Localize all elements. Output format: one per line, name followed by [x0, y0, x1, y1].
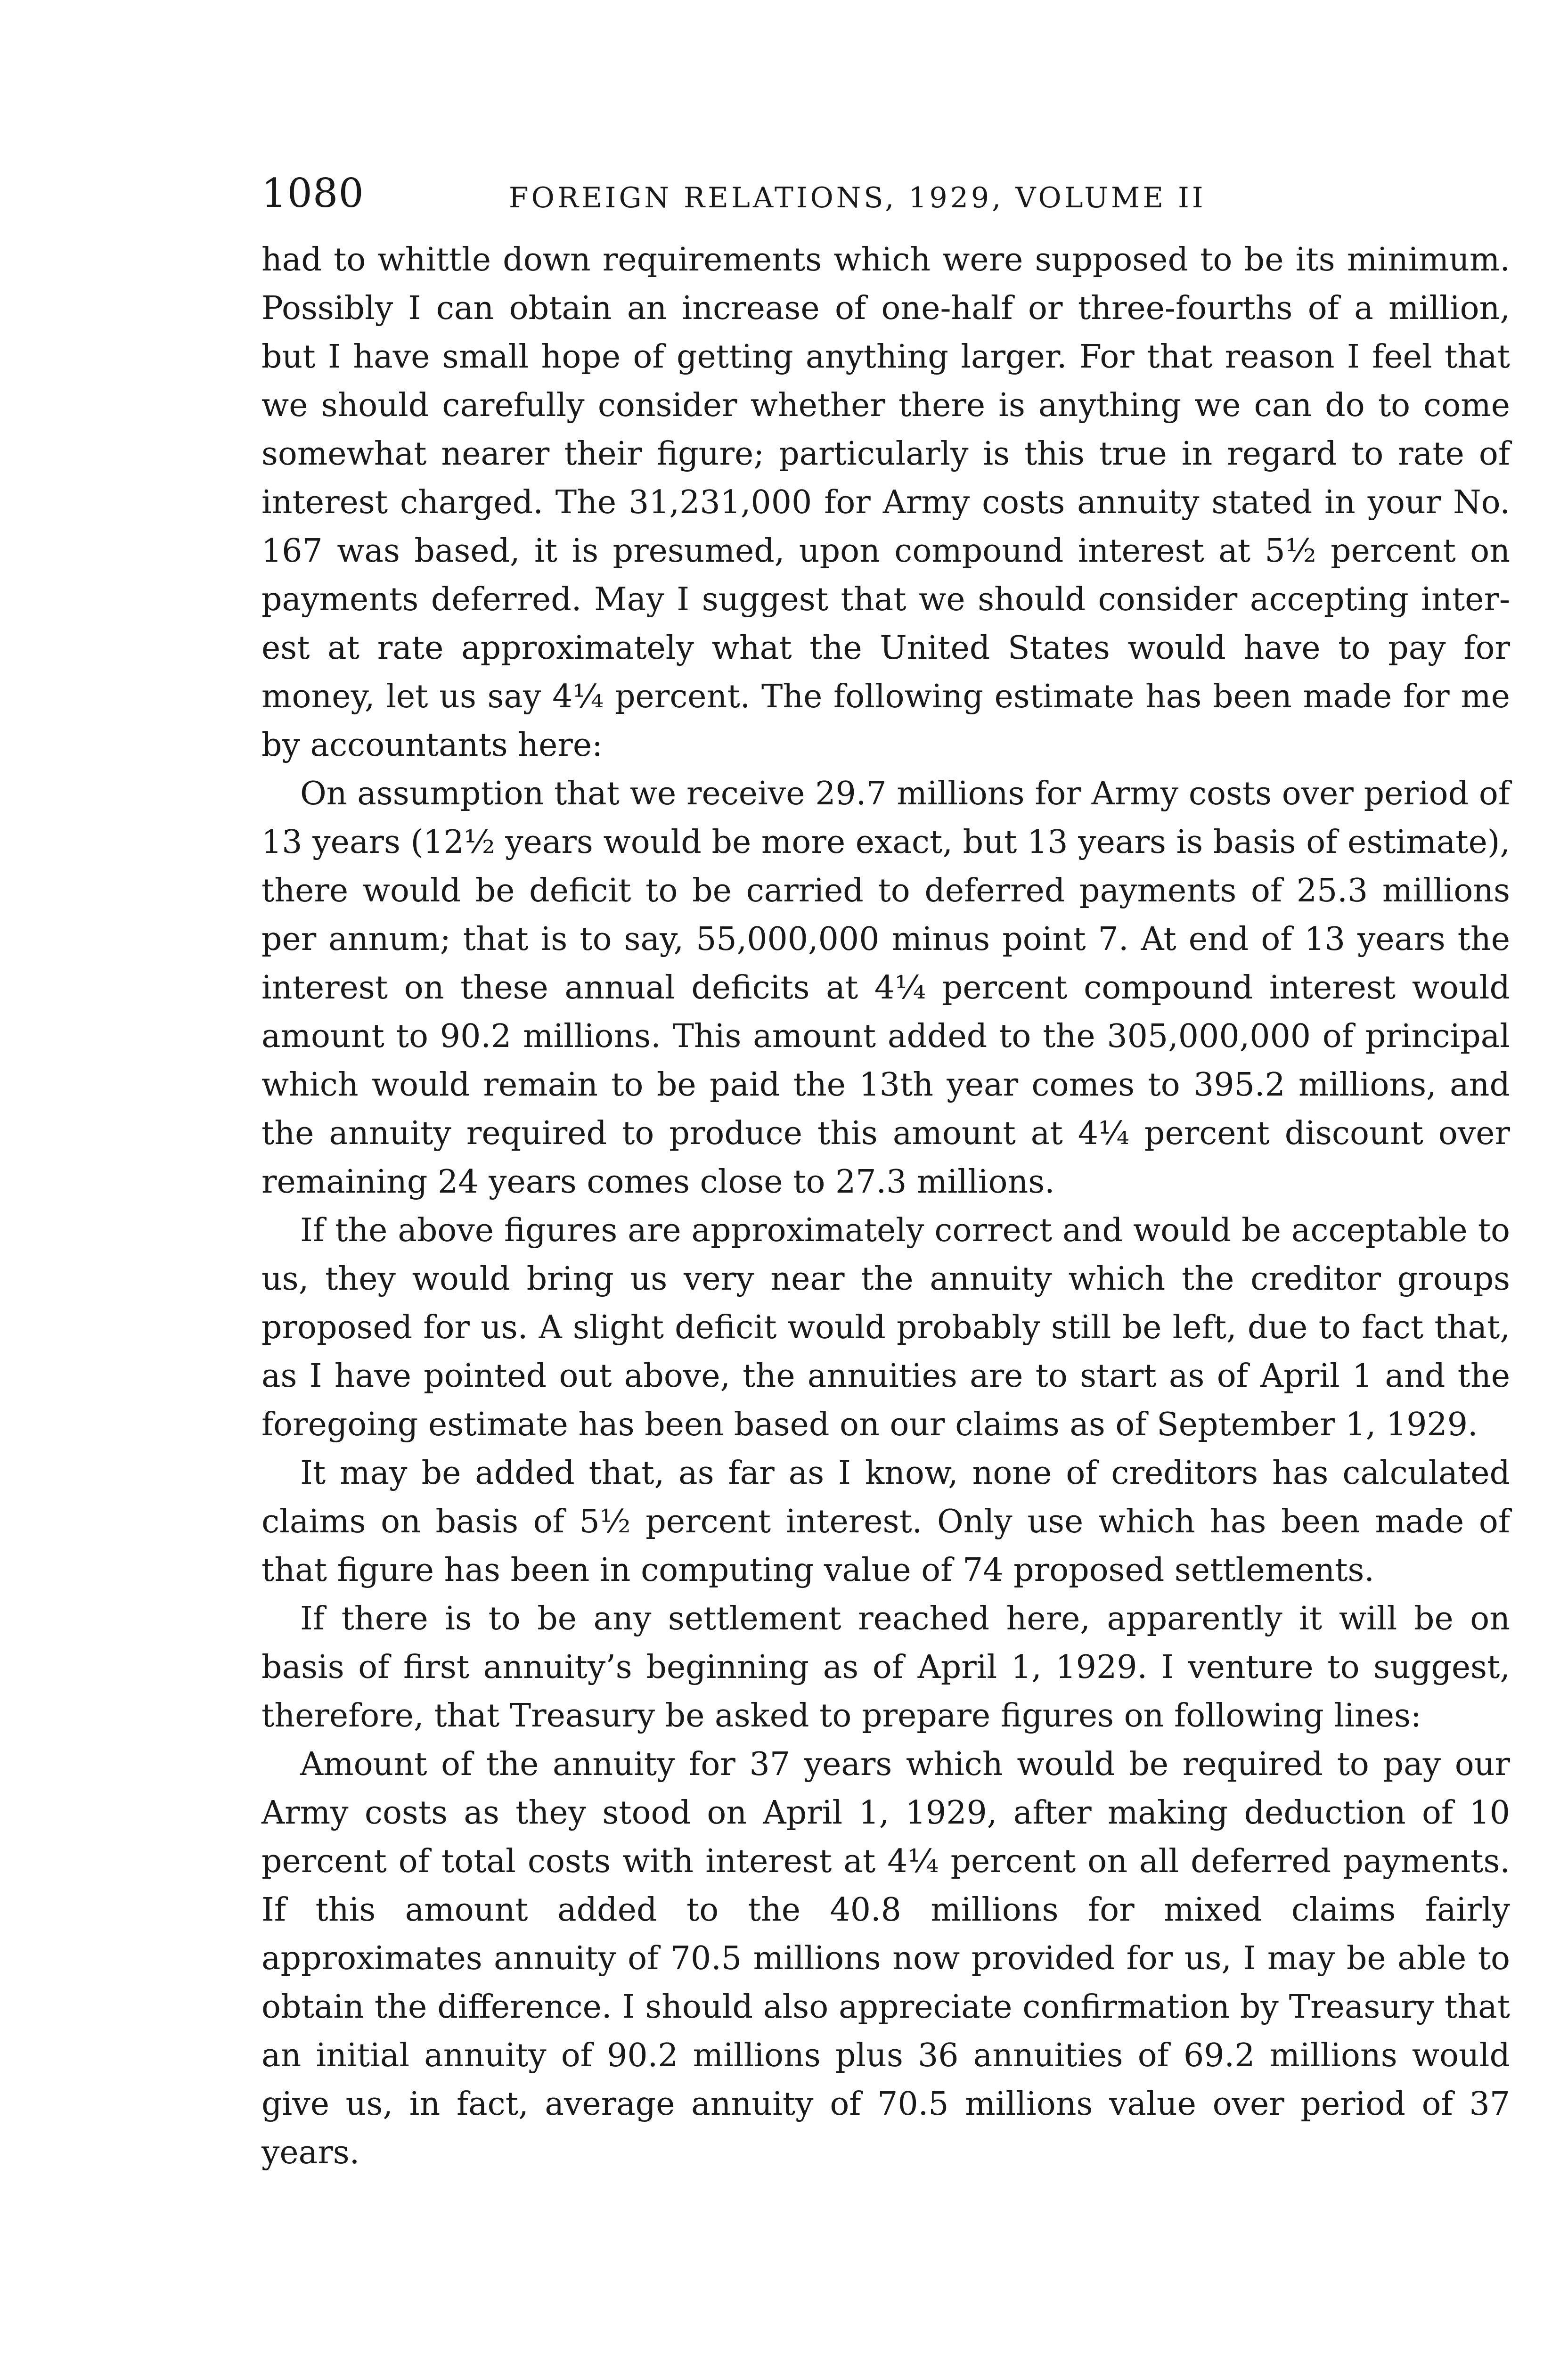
paragraph-continuation: had to whittle down requirements which were supposed to be its minimum. Possibly I can obtain an increase of one-half or three-fourths of a million, but I have small hope of getting anything larger. For that reason I feel that we should carefully consider whether there is anything we can do to come somewhat nearer their figure; particularly is this true in regard to rate of interest charged. The 31,231,000 for Army costs annuity stated in your No. 167 was based, it is presumed, upon compound interest at 5½ percent on payments deferred. May I suggest that we should consider accepting interest at rate approximately what the United States would have to pay for money, let us say 4¼ percent. The following estimate has been made for me by accountants here: — [261, 241, 1510, 764]
paragraph-estimate: On assumption that we receive 29.7 millions for Army costs over period of 13 years (12½ years would be more exact, but 13 years is basis of estimate), there would be deficit to be carried to deferred payments of 25.3 millions per annum; that is to say, 55,000,000 minus point 7. At end of 13 years the interest on these annual deficits at 4¼ percent compound interest would amount to 90.2 millions. This amount added to the 305,000,000 of principal which would remain to be paid the 13th year comes to 395.2 millions, and the annuity required to produce this amount at 4¼ percent discount over remaining 24 years comes close to 27.3 millions. — [261, 775, 1510, 1201]
body-text — [261, 236, 1510, 2177]
paragraph-settlement: If there is to be any settlement reached here, apparently it will be on basis of first annuity’s beginning as of April 1, 1929. I venture to suggest, therefore, that Treasury be asked to prepare figures on following lines: — [261, 1600, 1510, 1734]
paragraph-annuity: Amount of the annuity for 37 years which would be required to pay our Army costs as they stood on April 1, 1929, after making deduction of 10 percent of total costs with interest at 4¼ percent on all deferred payments. If this amount added to the 40.8 millions for mixed claims fairly approximates annuity of 70.5 millions now provided for us, I may be able to obtain the difference. I should also appreciate confirmation by Treasury that an initial annuity of 90.2 millions plus 36 annuities of 69.2 millions would give us, in fact, average annuity of 70.5 millions value over period of 37 years. — [261, 1746, 1510, 2171]
page-number: 1080 — [261, 170, 364, 216]
paragraph-figures: If the above figures are approximately correct and would be acceptable to us, they would bring us very near the annuity which the creditor groups proposed for us. A slight deficit would probably still be left, due to fact that, as I have pointed out above, the annuities are to start as of April 1 and the foregoing estimate has been based on our claims as of September 1, 1929. — [261, 1212, 1510, 1443]
document-page — [261, 170, 1510, 2177]
page-header — [261, 170, 1510, 226]
running-head: FOREIGN RELATIONS, 1929, VOLUME II — [509, 181, 1206, 214]
paragraph-creditors: It may be added that, as far as I know, none of creditors has calculated claims on basis of 5½ percent interest. Only use which has been made of that figure has been in computing value of 74 proposed settlements. — [261, 1455, 1510, 1589]
